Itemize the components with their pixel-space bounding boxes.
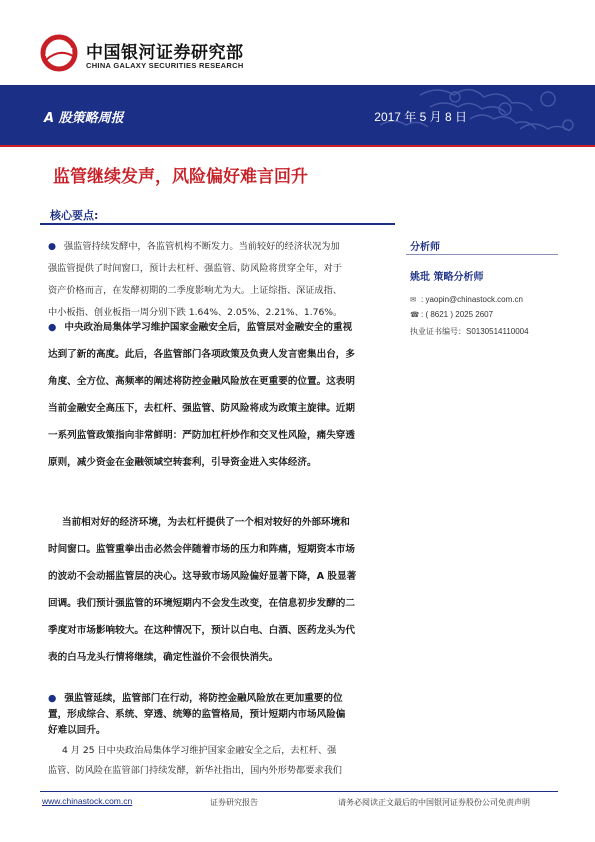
- analyst-heading: 分析师: [410, 242, 440, 253]
- text-line: 资产价格而言，在发酵初期的二季度影响尤为大。上证综指、深证成指、: [48, 285, 342, 296]
- email-text: : yaopin@chinastock.com.cn: [421, 295, 523, 304]
- text-line: ● 中央政治局集体学习维护国家金融安全后，监管层对金融安全的重视: [48, 322, 353, 333]
- galaxy-logo-icon: [40, 34, 78, 72]
- logo-text-en: CHINA GALAXY SECURITIES RESEARCH: [86, 61, 244, 70]
- bullet-icon: ●: [48, 241, 57, 252]
- logo-text-cn: 中国银河证券研究部: [86, 43, 244, 63]
- paragraph-1: [48, 236, 370, 324]
- text-line: 回调。我们预计强监管的环境短期内不会发生改变，在信息初步发酵的二: [48, 598, 355, 609]
- text-line: 强监管提供了时间窗口，预计去杠杆、强监管、防风险将贯穿全年，对于: [48, 263, 342, 274]
- text-line: ● 强监管持续发酵中，各监管机构不断发力。当前较好的经济状况为加: [48, 241, 340, 252]
- sidebar-rule: [406, 254, 558, 255]
- analyst-email[interactable]: [410, 295, 523, 304]
- text-line: 中小板指、创业板指一周分别下跌 1.64%、2.05%、2.21%、1.76%。: [48, 307, 343, 318]
- text-line: 季度对市场影响较大。在这种情况下，预计以白电、白酒、医药龙头为代: [48, 625, 355, 636]
- header-red-rule: [0, 145, 595, 147]
- analyst-phone: [410, 310, 493, 319]
- text-line: 置，形成综合、系统、穿透、统筹的监管格局，预计短期内市场风险偏: [48, 709, 346, 720]
- bullet-icon: ●: [48, 322, 57, 333]
- company-logo: [40, 34, 78, 72]
- phone-text: : ( 8621 ) 2025 2607: [421, 310, 494, 319]
- footer-website-link[interactable]: www.chinastock.com.cn: [42, 796, 133, 806]
- text-line: 达到了新的高度。此后，各监管部门各项政策及负责人发言密集出台，多: [48, 349, 355, 360]
- text-line: 4 月 25 日中央政治局集体学习维护国家金融安全之后，去杠杆、强: [62, 745, 337, 756]
- paragraph-2: [48, 314, 378, 476]
- footer-disclaimer: 请务必阅读正文最后的中国银河证券股份公司免责声明: [338, 798, 530, 807]
- text-line: 一系列监管政策指向非常鲜明：严防加杠杆炒作和交叉性风险，痛失穿透: [48, 430, 355, 441]
- analyst-name: 姚玭 策略分析师: [410, 272, 484, 283]
- analyst-license: 执业证书编号：S0130514110004: [410, 327, 529, 336]
- text-line: 当前金融安全高压下，去杠杆、强监管、防风险将成为政策主旋律。近期: [48, 403, 355, 414]
- phone-icon: ☎: [410, 310, 420, 319]
- text-line: 的波动不会动摇监管层的决心。这导致市场风险偏好显著下降，A 股显著: [48, 571, 357, 582]
- section-rule: [40, 223, 395, 225]
- text-line: 角度、全方位、高频率的阐述将防控金融风险放在更重要的位置。这表明: [48, 376, 355, 387]
- paragraph-4: [48, 691, 370, 739]
- text-line: 当前相对好的经济环境，为去杠杆提供了一个相对较好的外部环境和: [62, 517, 350, 528]
- text-line: 监管、防风险在监管部门持续发酵，新华社指出，国内外形势都要求我们: [48, 765, 342, 776]
- report-title: 监管继续发声，风险偏好难言回升: [53, 167, 308, 187]
- text-line: ● 强监管延续，监管部门在行动，将防控金融风险放在更加重要的位: [48, 693, 343, 704]
- text-line: 好难以回升。: [48, 725, 106, 736]
- paragraph-3: [48, 509, 378, 671]
- text-line: 时间窗口。监管重拳出击必然会伴随着市场的压力和阵痛，短期资本市场: [48, 544, 355, 555]
- paragraph-5: [48, 741, 378, 781]
- bullet-icon: ●: [48, 693, 57, 704]
- text-line: 表的白马龙头行情将继续，确定性溢价不会很快消失。: [48, 652, 279, 663]
- report-date: 2017 年 5 月 8 日: [374, 110, 467, 124]
- text-line: 原则，减少资金在金融领域空转套利，引导资金进入实体经济。: [48, 457, 317, 468]
- footer-report-label: 证券研究报告: [210, 798, 258, 807]
- report-type: A 股策略周报: [44, 111, 124, 126]
- footer-rule: [40, 791, 558, 792]
- envelope-icon: ✉: [410, 295, 417, 304]
- section-heading: 核心要点:: [50, 209, 99, 222]
